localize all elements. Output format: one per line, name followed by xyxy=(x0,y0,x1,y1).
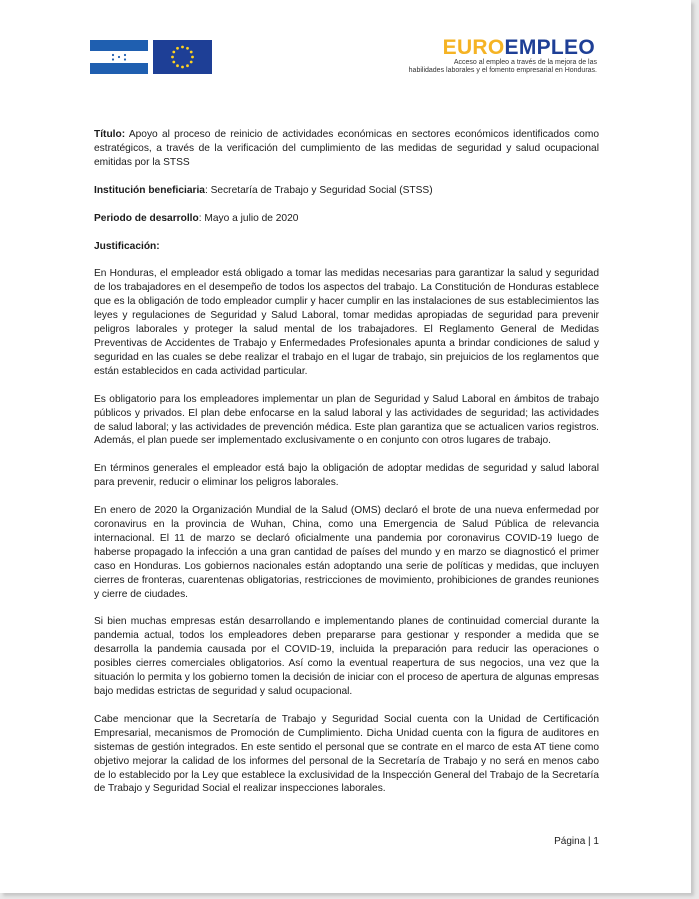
logo-tagline-1: Acceso al empleo a través de la mejora de las xyxy=(453,59,597,66)
honduras-flag xyxy=(90,40,148,74)
justification-heading: Justificación: xyxy=(94,240,160,252)
title-label: Título: xyxy=(94,129,126,140)
document-body xyxy=(94,128,599,796)
logo-tagline-2: habilidades laborales y el fomento empresarial en Honduras. xyxy=(408,67,597,74)
institution-label: Institución beneficiaria xyxy=(94,184,205,196)
title-line xyxy=(94,128,599,170)
period-line xyxy=(94,212,599,226)
title-text: Apoyo al proceso de reinicio de actividades económicas en sectores económicos identificados como estratégicos, a través de la verificación del cumplimiento de las medidas de seguridad y salud ocupacional emitidas por la STSS xyxy=(94,129,599,168)
eu-flag xyxy=(153,40,212,74)
body-paragraph: En enero de 2020 la Organización Mundial de la Salud (OMS) declaró el brote de una nueva enfermedad por coronavirus en la provincia de Wuhan, China, como una Emergencia de Salud Pública de relevancia internacional. El 11 de marzo se declaró oficialmente una pandemia por coronavirus COVID-19 luego de haberse propagado la infección a una gran cantidad de países del mundo y en marzo se diagnosticó el primer caso en Honduras. Los gobiernos nacionales están adoptando una serie de políticas y medidas, que incluyen cierres de fronteras, cuarentenas obligatorias, restricciones de movimiento, prohibiciones de grandes reuniones y cierre de ciudades. xyxy=(94,505,599,600)
body-paragraph: Es obligatorio para los empleadores implementar un plan de Seguridad y Salud Laboral en ámbitos de trabajo públicos y privados. El plan debe enfocarse en la salud laboral y las actividades de seguridad; las actividades de salud laboral; y las actividades de prevención médica. Este plan garantiza que se actualicen varios registros. Además, el plan puede ser implementado exclusivamente o en conjunto con otros lugares de trabajo. xyxy=(94,393,599,447)
period-text: : Mayo a julio de 2020 xyxy=(198,212,299,224)
page-number: Página | 1 xyxy=(554,836,599,847)
logo-wordmark: EUROEMPLEO xyxy=(442,36,595,59)
euroempleo-logo xyxy=(400,37,600,75)
body-paragraph: En Honduras, el empleador está obligado a tomar las medidas necesarias para garantizar la salud y seguridad de los trabajadores en el desempeño de todos los aspectos del trabajo. La Constitución de Honduras establece que es la obligación de todo empleador cumplir y hacer cumplir en las instalaciones de sus establecimientos las leyes y regulaciones de Seguridad y Salud Laboral, tomar medidas apropiadas de seguridad para prevenir peligros laborales y proteger la salud mental de los trabajadores. El Reglamento General de Medidas Preventivas de Accidentes de Trabajo y Enfermedades Profesionales apunta a brindar condiciones de salud y seguridad en las cuales se debe realizar el trabajo en el lugar de trabajo, sin prejuicios de los reglamentos que están establecidos en cada actividad particular. xyxy=(94,268,599,377)
body-paragraph: Si bien muchas empresas están desarrollando e implementando planes de continuidad comercial durante la pandemia actual, todos los empleadores deben prepararse para gestionar y responder a medida que se desarrolla la pandemia causada por el COVID-19, incluida la preparación para reducir las operaciones o posibles cierres comerciales obligatorios. Así como la eventual reapertura de sus negocios, una vez que la situación lo permita y los gobierno tomen la decisión de iniciar con el proceso de apertura de algunas empresas bajo medidas estrictas de seguridad y salud ocupacional. xyxy=(94,616,599,697)
period-label: Periodo de desarrollo xyxy=(94,212,199,224)
institution-line xyxy=(94,184,599,198)
institution-text: : Secretaría de Trabajo y Seguridad Social (STSS) xyxy=(204,184,433,196)
body-paragraph: Cabe mencionar que la Secretaría de Trabajo y Seguridad Social cuenta con la Unidad de Certificación Empresarial, mecanismos de Promoción de Cumplimiento. Dicha Unidad cuenta con la figura de auditores en sistemas de gestión integrados. En este sentido el personal que se contrate en el marco de esta AT tiene como objetivo mejorar la calidad de los informes del personal de la Secretaría de Trabajo y no será en menos cabo de lo establecido por la Ley que establece la exclusividad de la Inspección General del Trabajo de la Secretaría de Trabajo y Seguridad Social el realizar inspecciones laborales. xyxy=(94,713,599,795)
body-paragraph: En términos generales el empleador está bajo la obligación de adoptar medidas de seguridad y salud laboral para prevenir, reducir o eliminar los peligros laborales. xyxy=(94,463,599,489)
